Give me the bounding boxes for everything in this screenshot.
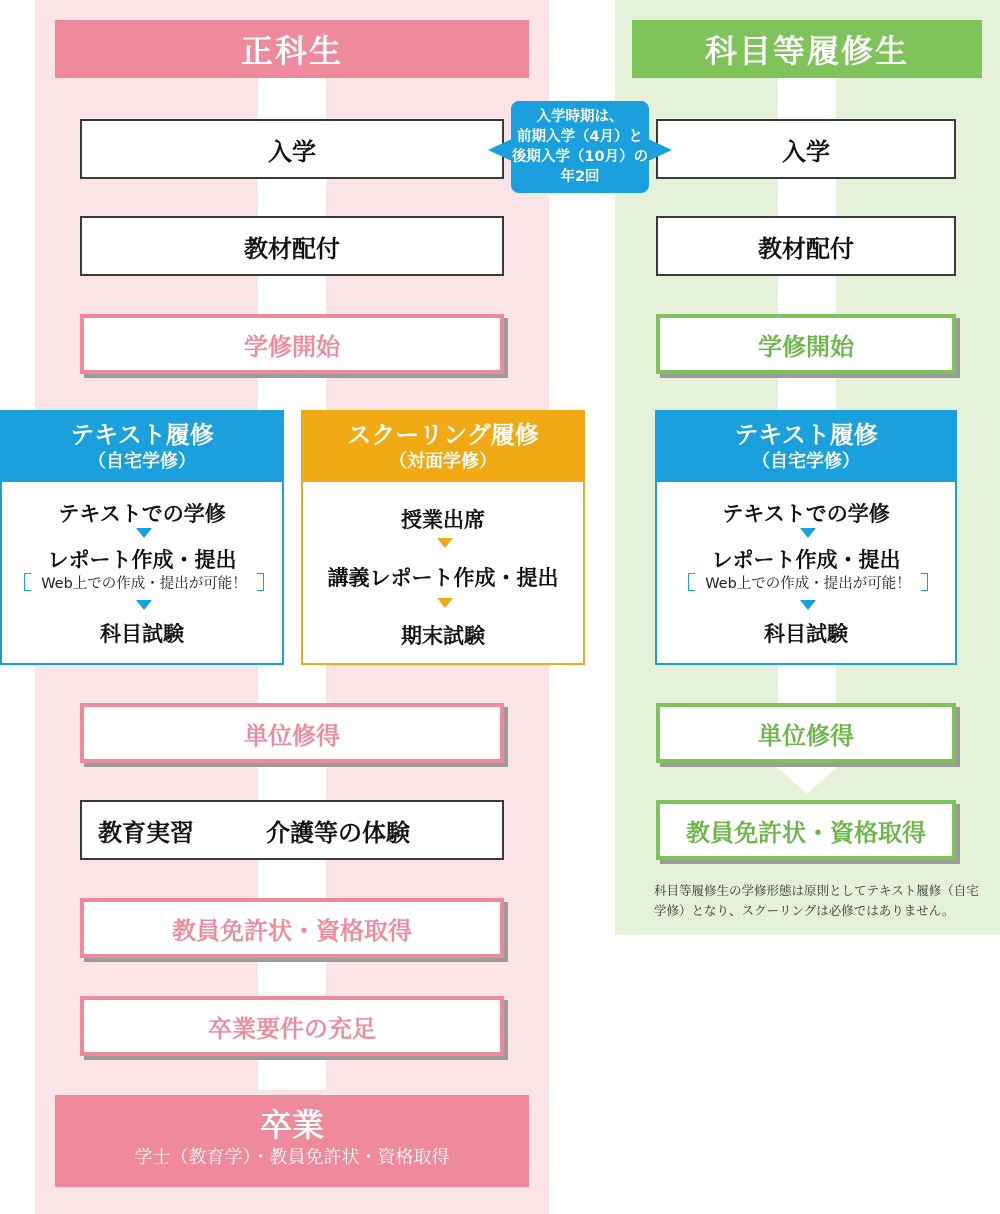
schooling-step-report: 講義レポート作成・提出 [327, 566, 559, 590]
graduation-subtitle: 学士（教育学）・教員免許状・資格取得 [134, 1147, 450, 1168]
regular-text-course-card [0, 410, 284, 665]
down-arrow-icon [800, 528, 816, 538]
graduation-title: 卒業 [259, 1106, 324, 1144]
regular-license-box: 教員免許状・資格取得 [80, 898, 504, 958]
regular-study-start-box: 学修開始 [80, 314, 504, 374]
auditor-license-box: 教員免許状・資格取得 [656, 800, 956, 860]
auditor-text-step-exam: 科目試験 [764, 622, 848, 646]
down-arrow-icon [136, 528, 152, 538]
schooling-course-header [303, 412, 583, 482]
graduation-box [55, 1095, 529, 1187]
schooling-step-attend: 授業出席 [401, 508, 485, 532]
auditor-materials-box: 教材配付 [656, 216, 956, 276]
regular-requirements-box: 卒業要件の充足 [80, 996, 504, 1056]
bubble-right-pointer [646, 138, 672, 162]
auditor-footnote-line-2: 学修）となり、スクーリングは必修ではありません。 [654, 903, 955, 918]
auditor-footnote [654, 881, 994, 921]
schooling-course-title: スクーリング履修 [347, 421, 539, 449]
credit-auditor-header: 科目等履修生 [632, 20, 982, 78]
regular-flow-arrowhead [258, 1060, 326, 1094]
down-arrow-icon [437, 598, 453, 608]
regular-text-step-study: テキストでの学修 [58, 502, 226, 526]
admission-timing-bubble [511, 101, 649, 193]
bubble-line-2: 前期入学（4月）と [516, 129, 644, 145]
regular-student-header: 正科生 [55, 20, 529, 78]
auditor-text-course-card [655, 410, 957, 665]
regular-practice-box [80, 800, 504, 860]
regular-text-course-subtitle: （自宅学修） [88, 451, 196, 472]
auditor-text-course-subtitle: （自宅学修） [752, 451, 860, 472]
regular-admission-box: 入学 [80, 119, 504, 179]
auditor-text-step-study: テキストでの学修 [722, 502, 890, 526]
regular-web-note [24, 570, 264, 594]
auditor-text-course-title: テキスト履修 [734, 421, 878, 449]
auditor-text-step-report: レポート作成・提出 [711, 548, 901, 572]
down-arrow-icon [800, 600, 816, 610]
auditor-web-note-text: Web上での作成・提出が可能！ [705, 576, 911, 592]
regular-text-step-report: レポート作成・提出 [47, 548, 237, 572]
auditor-study-start-box: 学修開始 [656, 314, 956, 374]
bubble-line-3: 後期入学（10月）の [511, 149, 649, 165]
auditor-flow-arrowhead [778, 768, 836, 796]
regular-web-note-text: Web上での作成・提出が可能！ [41, 576, 247, 592]
down-arrow-icon [136, 600, 152, 610]
regular-text-course-header [2, 412, 282, 482]
regular-schooling-course-card [301, 410, 585, 665]
bracket-right-icon [257, 573, 264, 591]
bubble-line-4: 年2回 [560, 169, 600, 185]
teaching-practice-label: 教育実習 [98, 818, 194, 847]
regular-text-step-exam: 科目試験 [100, 622, 184, 646]
auditor-credits-box: 単位修得 [656, 703, 956, 763]
regular-text-course-title: テキスト履修 [70, 421, 214, 449]
schooling-course-subtitle: （対面学修） [389, 451, 497, 472]
auditor-text-course-header [657, 412, 955, 482]
bubble-line-1: 入学時期は、 [536, 109, 624, 125]
auditor-web-note [688, 570, 928, 594]
bracket-right-icon [921, 573, 928, 591]
down-arrow-icon [437, 538, 453, 548]
schooling-step-exam: 期末試験 [401, 624, 485, 648]
auditor-admission-box: 入学 [656, 119, 956, 179]
auditor-footnote-line-1: 科目等履修生の学修形態は原則としてテキスト履修（自宅 [654, 883, 979, 898]
regular-materials-box: 教材配付 [80, 216, 504, 276]
regular-credits-box: 単位修得 [80, 703, 504, 763]
care-experience-label: 介護等の体験 [266, 818, 410, 847]
